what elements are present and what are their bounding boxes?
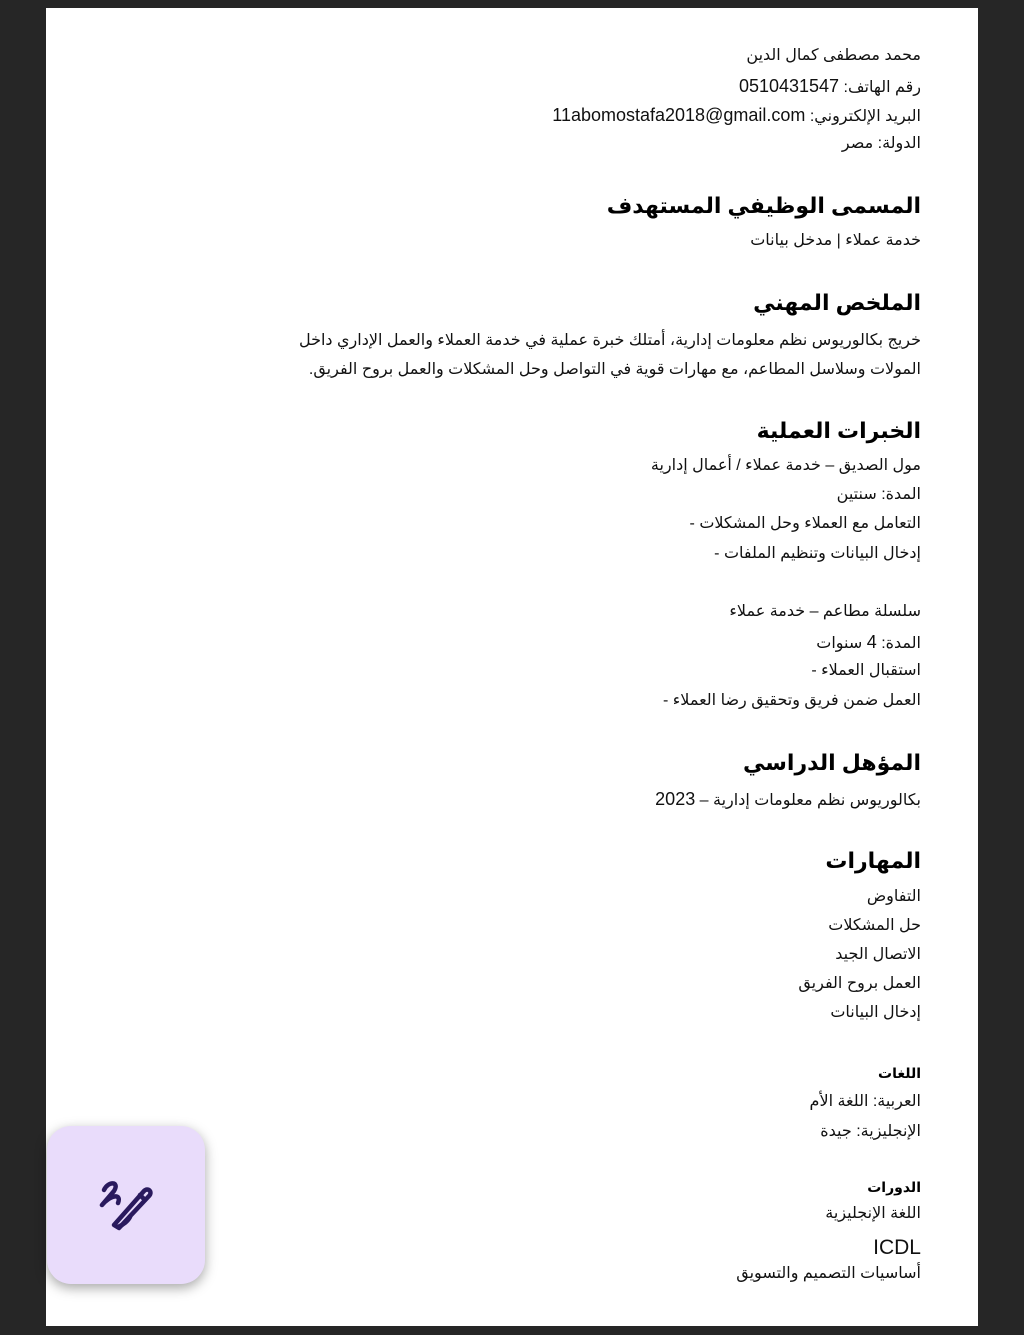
duration-number: 4 xyxy=(866,632,877,652)
skill-item: التفاوض xyxy=(866,888,921,905)
target-title-heading: المسمى الوظيفي المستهدف xyxy=(606,193,921,218)
contact-phone xyxy=(739,76,921,98)
experience-heading: الخبرات العملية xyxy=(756,418,921,443)
course-item: اللغة الإنجليزية xyxy=(825,1205,921,1222)
phone-value: 0510431547 xyxy=(738,76,840,96)
duration-label: المدة: xyxy=(881,635,921,652)
duration-unit: سنوات xyxy=(816,635,863,652)
skill-item: الاتصال الجيد xyxy=(835,946,921,963)
email-label: البريد الإلكتروني: xyxy=(809,108,921,125)
contact-country xyxy=(842,134,921,154)
course-item: أساسيات التصميم والتسويق xyxy=(736,1265,921,1282)
job-task: استقبال العملاء - xyxy=(811,662,921,679)
job-task: التعامل مع العملاء وحل المشكلات - xyxy=(689,515,921,532)
country-label: الدولة: xyxy=(877,135,921,152)
job-title: سلسلة مطاعم – خدمة عملاء xyxy=(729,603,921,620)
language-item: الإنجليزية: جيدة xyxy=(820,1123,921,1140)
country-value: مصر xyxy=(841,135,874,152)
education-degree xyxy=(655,789,921,811)
language-item: العربية: اللغة الأم xyxy=(809,1093,921,1110)
courses-heading: الدورات xyxy=(867,1179,921,1195)
job-duration xyxy=(816,632,921,654)
skills-heading: المهارات xyxy=(825,848,921,873)
skill-item: إدخال البيانات xyxy=(830,1004,921,1021)
job-task: إدخال البيانات وتنظيم الملفات - xyxy=(714,545,921,562)
contact-email xyxy=(552,105,921,127)
degree-year: 2023 xyxy=(655,789,696,809)
skill-item: حل المشكلات xyxy=(828,917,921,934)
degree-name: بكالوريوس نظم معلومات إدارية – xyxy=(699,792,921,809)
job-title: مول الصديق – خدمة عملاء / أعمال إدارية xyxy=(650,457,921,474)
target-title-value: خدمة عملاء | مدخل بيانات xyxy=(750,232,921,249)
job-duration xyxy=(837,485,921,505)
duration-label: المدة: xyxy=(881,486,921,503)
contact-name: محمد مصطفى كمال الدين xyxy=(746,47,921,64)
skill-item: العمل بروح الفريق xyxy=(798,975,921,992)
education-heading: المؤهل الدراسي xyxy=(743,750,921,775)
languages-heading: اللغات xyxy=(878,1065,921,1081)
summary-text: خريج بكالوريوس نظم معلومات إدارية، أمتلك خبرة عملية في خدمة العملاء والعمل الإداري داخل المولات وسلاسل المطاعم، مع مهارات قوية في التواصل وحل المشكلات والعمل بروح الفريق. xyxy=(298,332,921,378)
edit-pen-icon xyxy=(98,1177,154,1233)
phone-label: رقم الهاتف: xyxy=(843,79,921,96)
summary-heading: الملخص المهني xyxy=(753,290,921,315)
duration-value: سنتين xyxy=(836,486,877,503)
edit-fab-button[interactable] xyxy=(47,1126,205,1284)
email-value: 11abomostafa2018@gmail.com xyxy=(552,105,806,125)
job-task: العمل ضمن فريق وتحقيق رضا العملاء - xyxy=(662,692,921,709)
course-item: ICDL xyxy=(873,1236,921,1259)
